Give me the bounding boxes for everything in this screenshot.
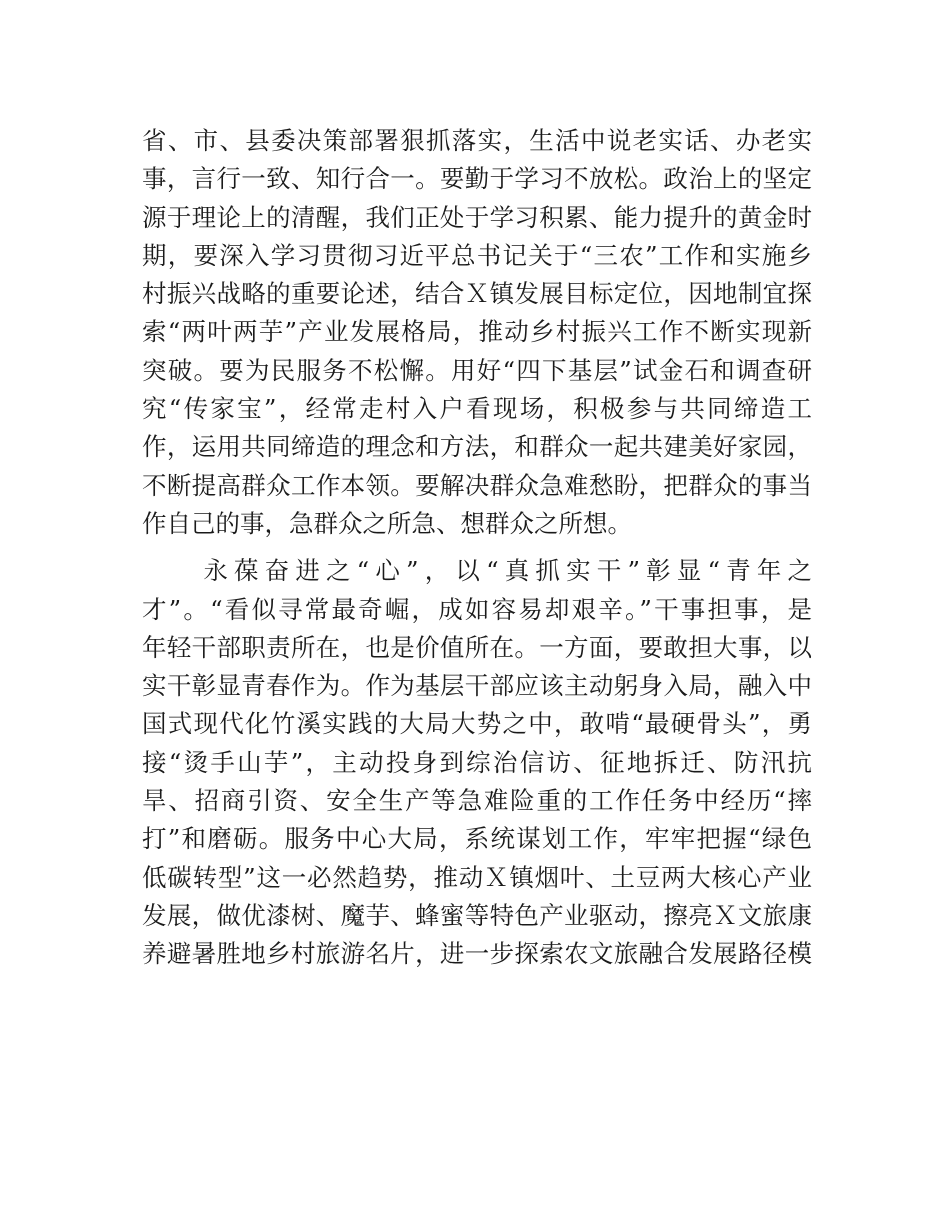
paragraph-2: [142, 552, 812, 973]
text-line: 索“两叶两芋”产业发展格局，推动乡村振兴工作不断实现新: [142, 317, 812, 347]
text-line: 养避暑胜地乡村旅游名片，进一步探索农文旅融合发展路径模: [142, 939, 812, 969]
text-line: 接“烫手山芋”，主动投身到综治信访、征地拆迁、防汛抗: [142, 747, 812, 777]
text-line: 永葆奋进之“心”，以“真抓实干”彰显“青年之: [142, 556, 812, 586]
text-line: 源于理论上的清醒，我们正处于学习积累、能力提升的黄金时: [142, 202, 812, 232]
text-line: 才”。“看似寻常最奇崛，成如容易却艰辛。”干事担事，是: [142, 594, 812, 624]
text-line: 事，言行一致、知行合一。要勤于学习不放松。政治上的坚定: [142, 164, 812, 194]
text-line: 打”和磨砺。服务中心大局，系统谋划工作，牢牢把握“绿色: [142, 824, 812, 854]
text-line: 发展，做优漆树、魔芋、蜂蜜等特色产业驱动，擦亮Ｘ文旅康: [142, 900, 812, 930]
text-line: 低碳转型”这一必然趋势，推动Ｘ镇烟叶、土豆两大核心产业: [142, 862, 812, 892]
text-line: 年轻干部职责所在，也是价值所在。一方面，要敢担大事，以: [142, 632, 812, 662]
text-line: 不断提高群众工作本领。要解决群众急难愁盼，把群众的事当: [142, 470, 812, 500]
text-line: 作，运用共同缔造的理念和方法，和群众一起共建美好家园，: [142, 432, 812, 462]
text-line: 村振兴战略的重要论述，结合Ｘ镇发展目标定位，因地制宜探: [142, 279, 812, 309]
text-line: 作自己的事，急群众之所急、想群众之所想。: [142, 508, 632, 538]
text-line: 突破。要为民服务不松懈。用好“四下基层”试金石和调查研: [142, 355, 812, 385]
text-line: 旱、招商引资、安全生产等急难险重的工作任务中经历“摔: [142, 786, 812, 816]
body-text: [142, 122, 812, 974]
paragraph-1: [142, 122, 812, 543]
text-line: 究“传家宝”，经常走村入户看现场，积极参与共同缔造工: [142, 394, 812, 424]
text-line: 省、市、县委决策部署狠抓落实，生活中说老实话、办老实: [142, 126, 812, 155]
text-line: 国式现代化竹溪实践的大局大势之中，敢啃“最硬骨头”，勇: [142, 709, 812, 739]
text-line: 期，要深入学习贯彻习近平总书记关于“三农”工作和实施乡: [142, 240, 812, 270]
paragraph-spacer: [142, 543, 812, 552]
text-line: 实干彰显青春作为。作为基层干部应该主动躬身入局，融入中: [142, 671, 812, 701]
